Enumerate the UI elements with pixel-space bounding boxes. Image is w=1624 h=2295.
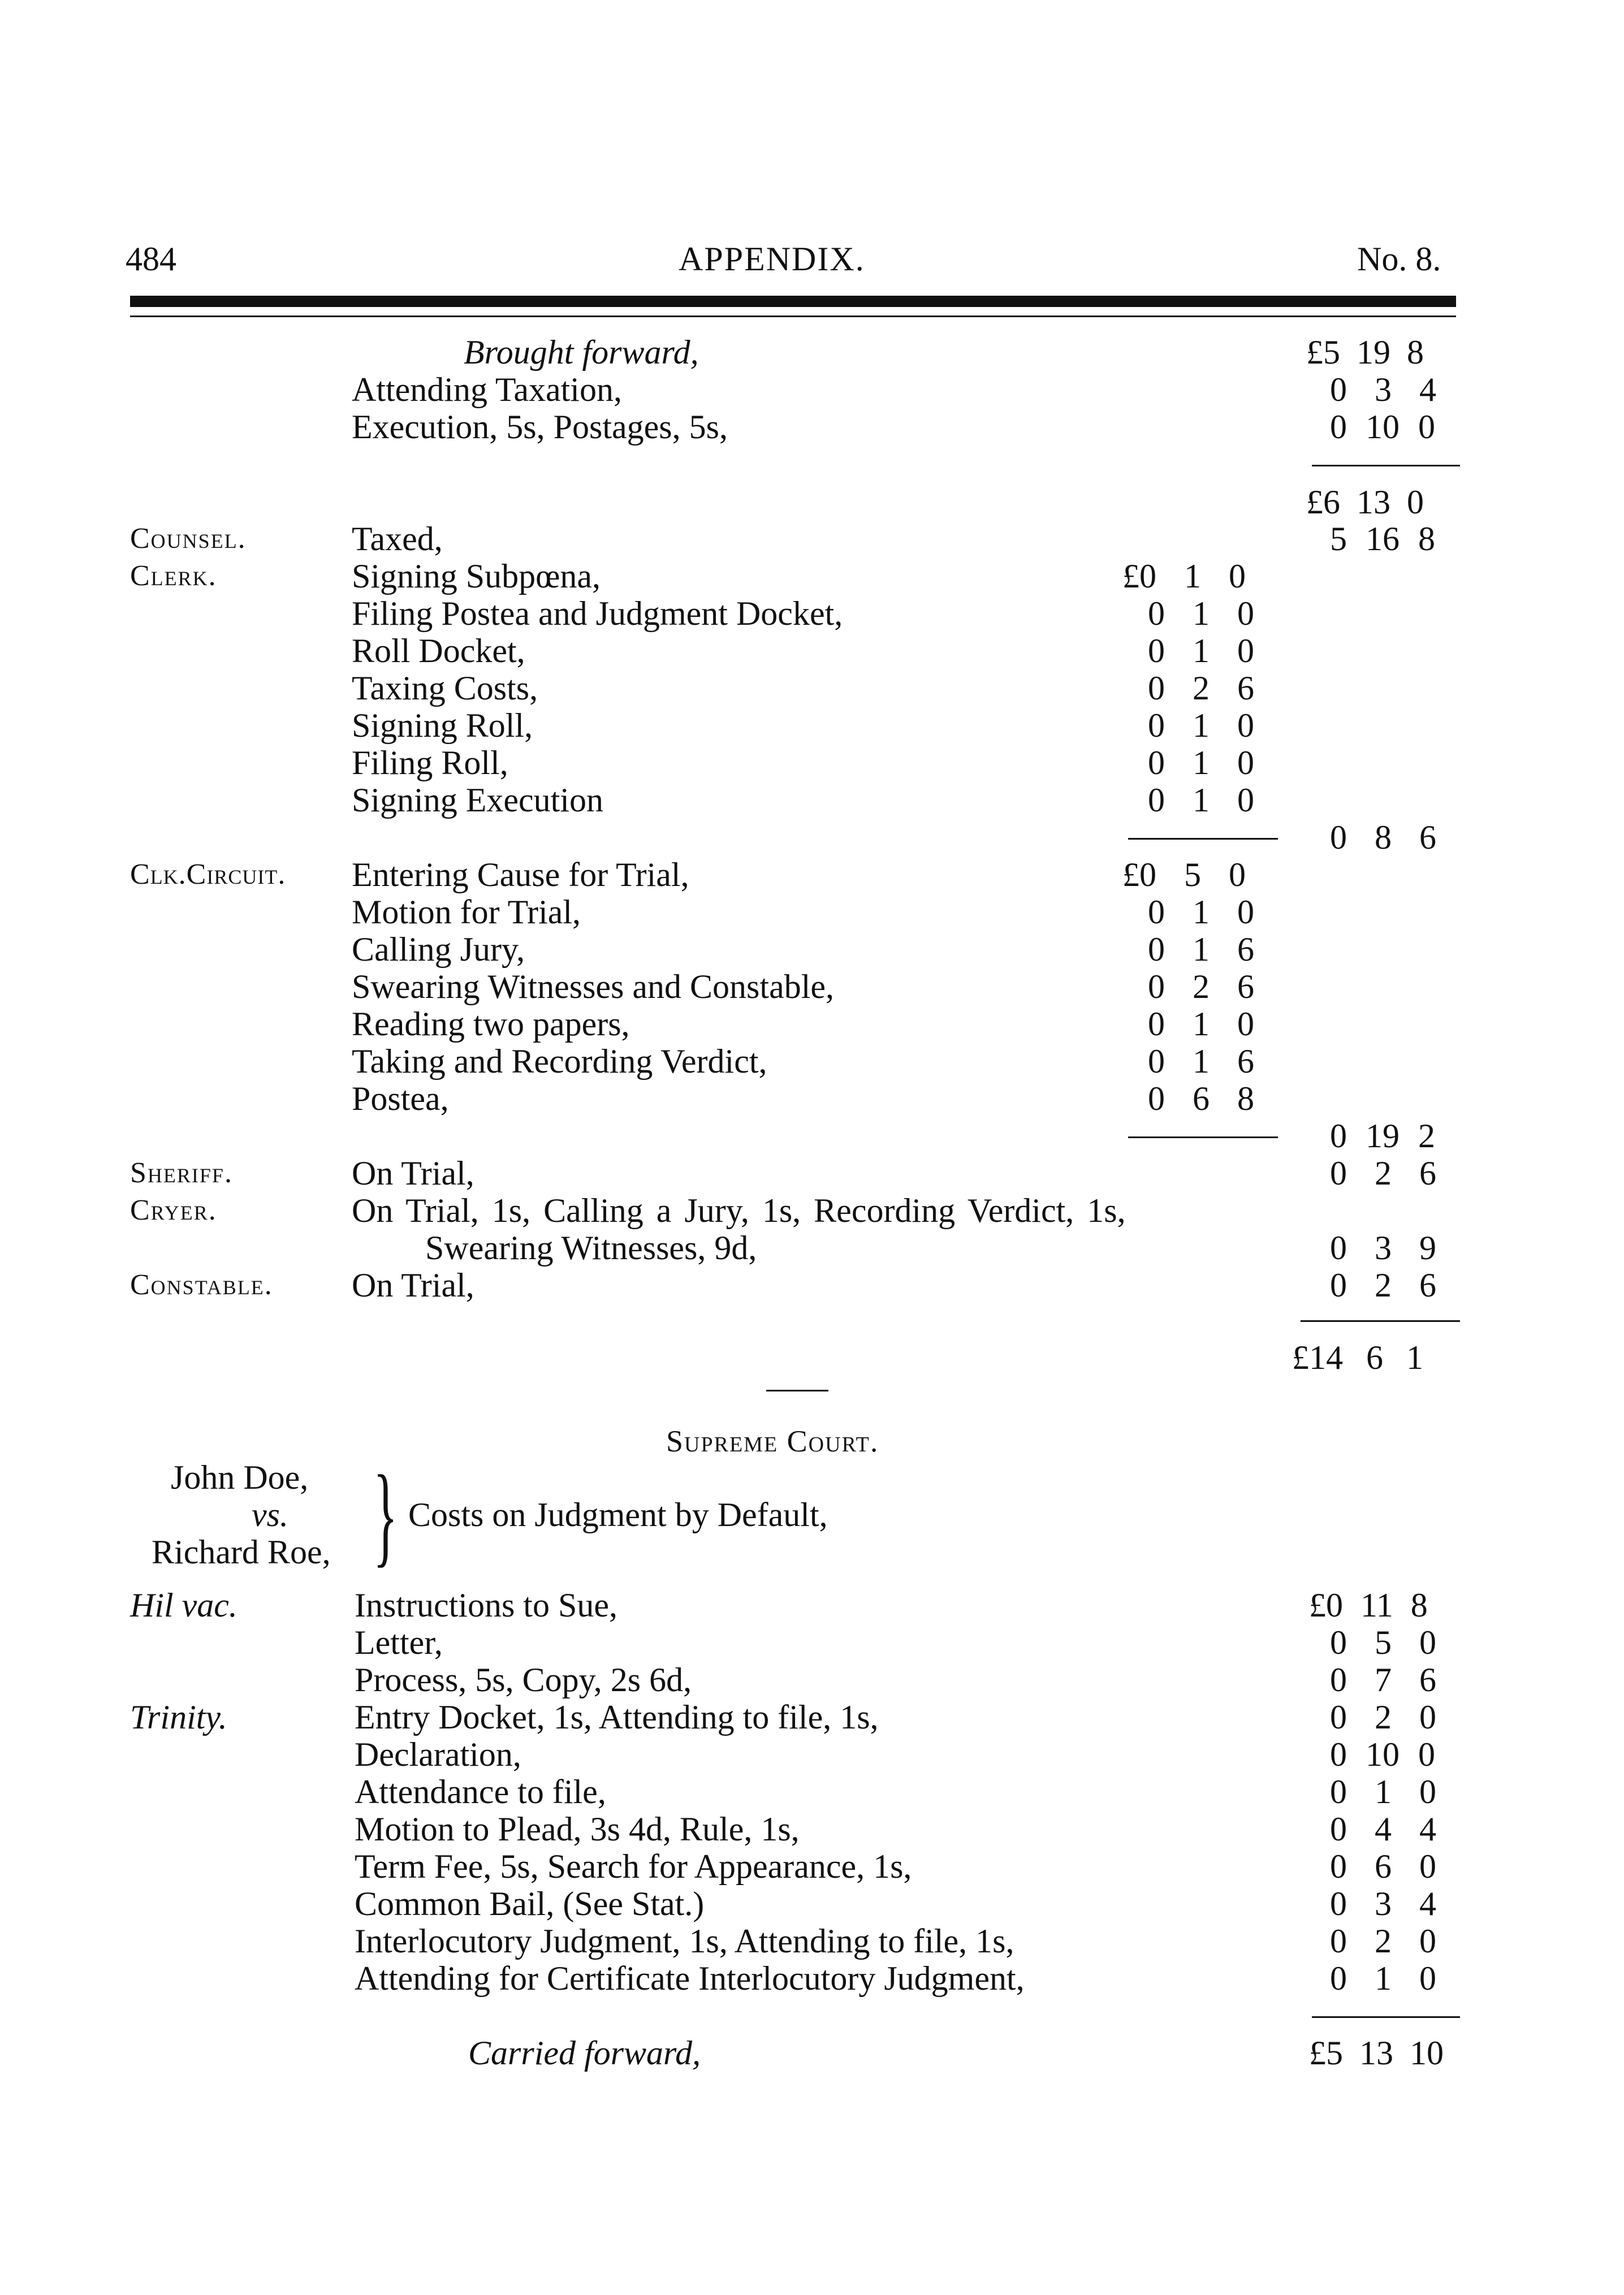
clerk-item: Roll Docket, xyxy=(352,632,525,669)
section-divider xyxy=(766,1390,828,1391)
clerk-item-amount: 0 1 0 xyxy=(1148,632,1254,669)
term-label-trinity: Trinity. xyxy=(130,1698,227,1736)
cryer-text-continued: Swearing Witnesses, 9d, xyxy=(425,1229,757,1267)
defendant-name: Richard Roe, xyxy=(152,1533,331,1571)
line-attending-taxation: Attending Taxation, xyxy=(352,371,622,408)
circuit-item: Motion for Trial, xyxy=(352,893,581,931)
supreme-item: Term Fee, 5s, Search for Appearance, 1s, xyxy=(355,1848,912,1885)
clerk-item-amount: £0 1 0 xyxy=(1122,557,1246,595)
clerk-item: Signing Execution xyxy=(352,781,603,819)
line-attending-taxation-amount: 0 3 4 xyxy=(1330,371,1436,408)
supreme-item-amount: £0 11 8 xyxy=(1309,1587,1428,1624)
case-title: Costs on Judgment by Default, xyxy=(408,1496,828,1533)
supreme-item: Declaration, xyxy=(355,1736,521,1773)
circuit-item: Postea, xyxy=(352,1080,449,1117)
supreme-item-amount: 0 3 4 xyxy=(1330,1885,1436,1922)
cryer-text: On Trial, 1s, Calling a Jury, 1s, Recording Verdict, 1s, xyxy=(352,1192,1126,1229)
appendix-number: No. 8. xyxy=(1357,240,1441,278)
counsel-text: Taxed, xyxy=(352,520,443,557)
running-title: APPENDIX. xyxy=(679,240,865,278)
bracket-brace: } xyxy=(373,1453,398,1577)
circuit-item-amount: £0 5 0 xyxy=(1122,856,1246,893)
circuit-item-amount: 0 1 0 xyxy=(1148,893,1254,931)
clerk-item: Taxing Costs, xyxy=(352,669,538,707)
clerk-item-amount: 0 1 0 xyxy=(1148,781,1254,819)
subtotal-amount: £6 13 0 xyxy=(1306,483,1424,521)
circuit-item: Entering Cause for Trial, xyxy=(352,856,689,893)
constable-text: On Trial, xyxy=(352,1267,474,1304)
clerk-item-amount: 0 2 6 xyxy=(1148,669,1254,707)
supreme-item-amount: 0 5 0 xyxy=(1330,1624,1436,1661)
supreme-item: Attending for Certificate Interlocutory Judgment, xyxy=(355,1960,1025,1997)
circuit-sum-rule xyxy=(1128,1136,1278,1138)
carried-forward-amount: £5 13 10 xyxy=(1309,2034,1444,2072)
clerk-item: Filing Roll, xyxy=(352,744,508,781)
supreme-item: Common Bail, (See Stat.) xyxy=(355,1885,705,1922)
grand-total-amount: £14 6 1 xyxy=(1292,1339,1423,1376)
supreme-item-amount: 0 1 0 xyxy=(1330,1960,1436,1997)
clerk-item-amount: 0 1 0 xyxy=(1148,744,1254,781)
circuit-item-amount: 0 6 8 xyxy=(1148,1080,1254,1117)
circuit-item: Swearing Witnesses and Constable, xyxy=(352,968,835,1005)
cryer-amount: 0 3 9 xyxy=(1330,1229,1436,1267)
circuit-item-amount: 0 1 0 xyxy=(1148,1005,1254,1043)
circuit-item: Reading two papers, xyxy=(352,1005,630,1043)
supreme-item: Motion to Plead, 3s 4d, Rule, 1s, xyxy=(355,1810,800,1848)
supreme-item-amount: 0 2 0 xyxy=(1330,1698,1436,1736)
clerk-circuit-label: Clk.Circuit. xyxy=(130,858,286,891)
grand-total-rule xyxy=(1301,1320,1460,1322)
supreme-court-heading: Supreme Court. xyxy=(666,1424,879,1458)
circuit-item-amount: 0 2 6 xyxy=(1148,968,1254,1005)
header-thick-rule xyxy=(130,296,1456,307)
clerk-item: Filing Postea and Judgment Docket, xyxy=(352,595,843,632)
clerk-item-amount: 0 1 0 xyxy=(1148,595,1254,632)
page-number: 484 xyxy=(126,240,176,278)
plaintiff-name: John Doe, xyxy=(171,1459,309,1496)
sheriff-label: Sheriff. xyxy=(130,1157,233,1189)
supreme-item: Letter, xyxy=(355,1624,443,1661)
circuit-item-amount: 0 1 6 xyxy=(1148,931,1254,968)
versus: vs. xyxy=(252,1496,288,1533)
clerk-total: 0 8 6 xyxy=(1330,819,1436,856)
supreme-item-amount: 0 10 0 xyxy=(1330,1736,1435,1773)
sheriff-amount: 0 2 6 xyxy=(1330,1155,1436,1192)
supreme-item-amount: 0 2 0 xyxy=(1330,1922,1436,1960)
cryer-label: Cryer. xyxy=(130,1194,217,1226)
brought-forward-label: Brought forward, xyxy=(464,334,699,371)
circuit-item: Taking and Recording Verdict, xyxy=(352,1043,767,1080)
circuit-item: Calling Jury, xyxy=(352,931,525,968)
brought-forward-amount: £5 19 8 xyxy=(1306,334,1424,371)
clerk-label: Clerk. xyxy=(130,560,217,592)
subtotal-rule xyxy=(1312,465,1460,466)
counsel-amount: 5 16 8 xyxy=(1330,520,1435,557)
clerk-item: Signing Subpœna, xyxy=(352,557,601,595)
constable-amount: 0 2 6 xyxy=(1330,1267,1436,1304)
counsel-label: Counsel. xyxy=(130,522,247,555)
supreme-item-amount: 0 1 0 xyxy=(1330,1773,1436,1810)
header-thin-rule xyxy=(130,315,1456,317)
supreme-item: Entry Docket, 1s, Attending to file, 1s, xyxy=(355,1698,879,1736)
sheriff-text: On Trial, xyxy=(352,1155,474,1192)
term-label-hil-vac: Hil vac. xyxy=(130,1587,237,1624)
line-execution-postages: Execution, 5s, Postages, 5s, xyxy=(352,408,728,446)
clerk-item: Signing Roll, xyxy=(352,707,533,744)
supreme-item-amount: 0 7 6 xyxy=(1330,1661,1436,1698)
circuit-item-amount: 0 1 6 xyxy=(1148,1043,1254,1080)
supreme-item-amount: 0 6 0 xyxy=(1330,1848,1436,1885)
carried-forward-rule xyxy=(1312,2016,1460,2018)
supreme-item: Interlocutory Judgment, 1s, Attending to file, 1s, xyxy=(355,1922,1014,1960)
supreme-item: Attendance to file, xyxy=(355,1773,606,1810)
circuit-total: 0 19 2 xyxy=(1330,1117,1435,1155)
line-execution-postages-amount: 0 10 0 xyxy=(1330,408,1435,446)
supreme-item-amount: 0 4 4 xyxy=(1330,1810,1436,1848)
constable-label: Constable. xyxy=(130,1269,273,1301)
carried-forward-label: Carried forward, xyxy=(468,2034,701,2072)
clerk-item-amount: 0 1 0 xyxy=(1148,707,1254,744)
clerk-sum-rule xyxy=(1128,838,1278,840)
supreme-item: Instructions to Sue, xyxy=(355,1587,617,1624)
supreme-item: Process, 5s, Copy, 2s 6d, xyxy=(355,1661,692,1698)
